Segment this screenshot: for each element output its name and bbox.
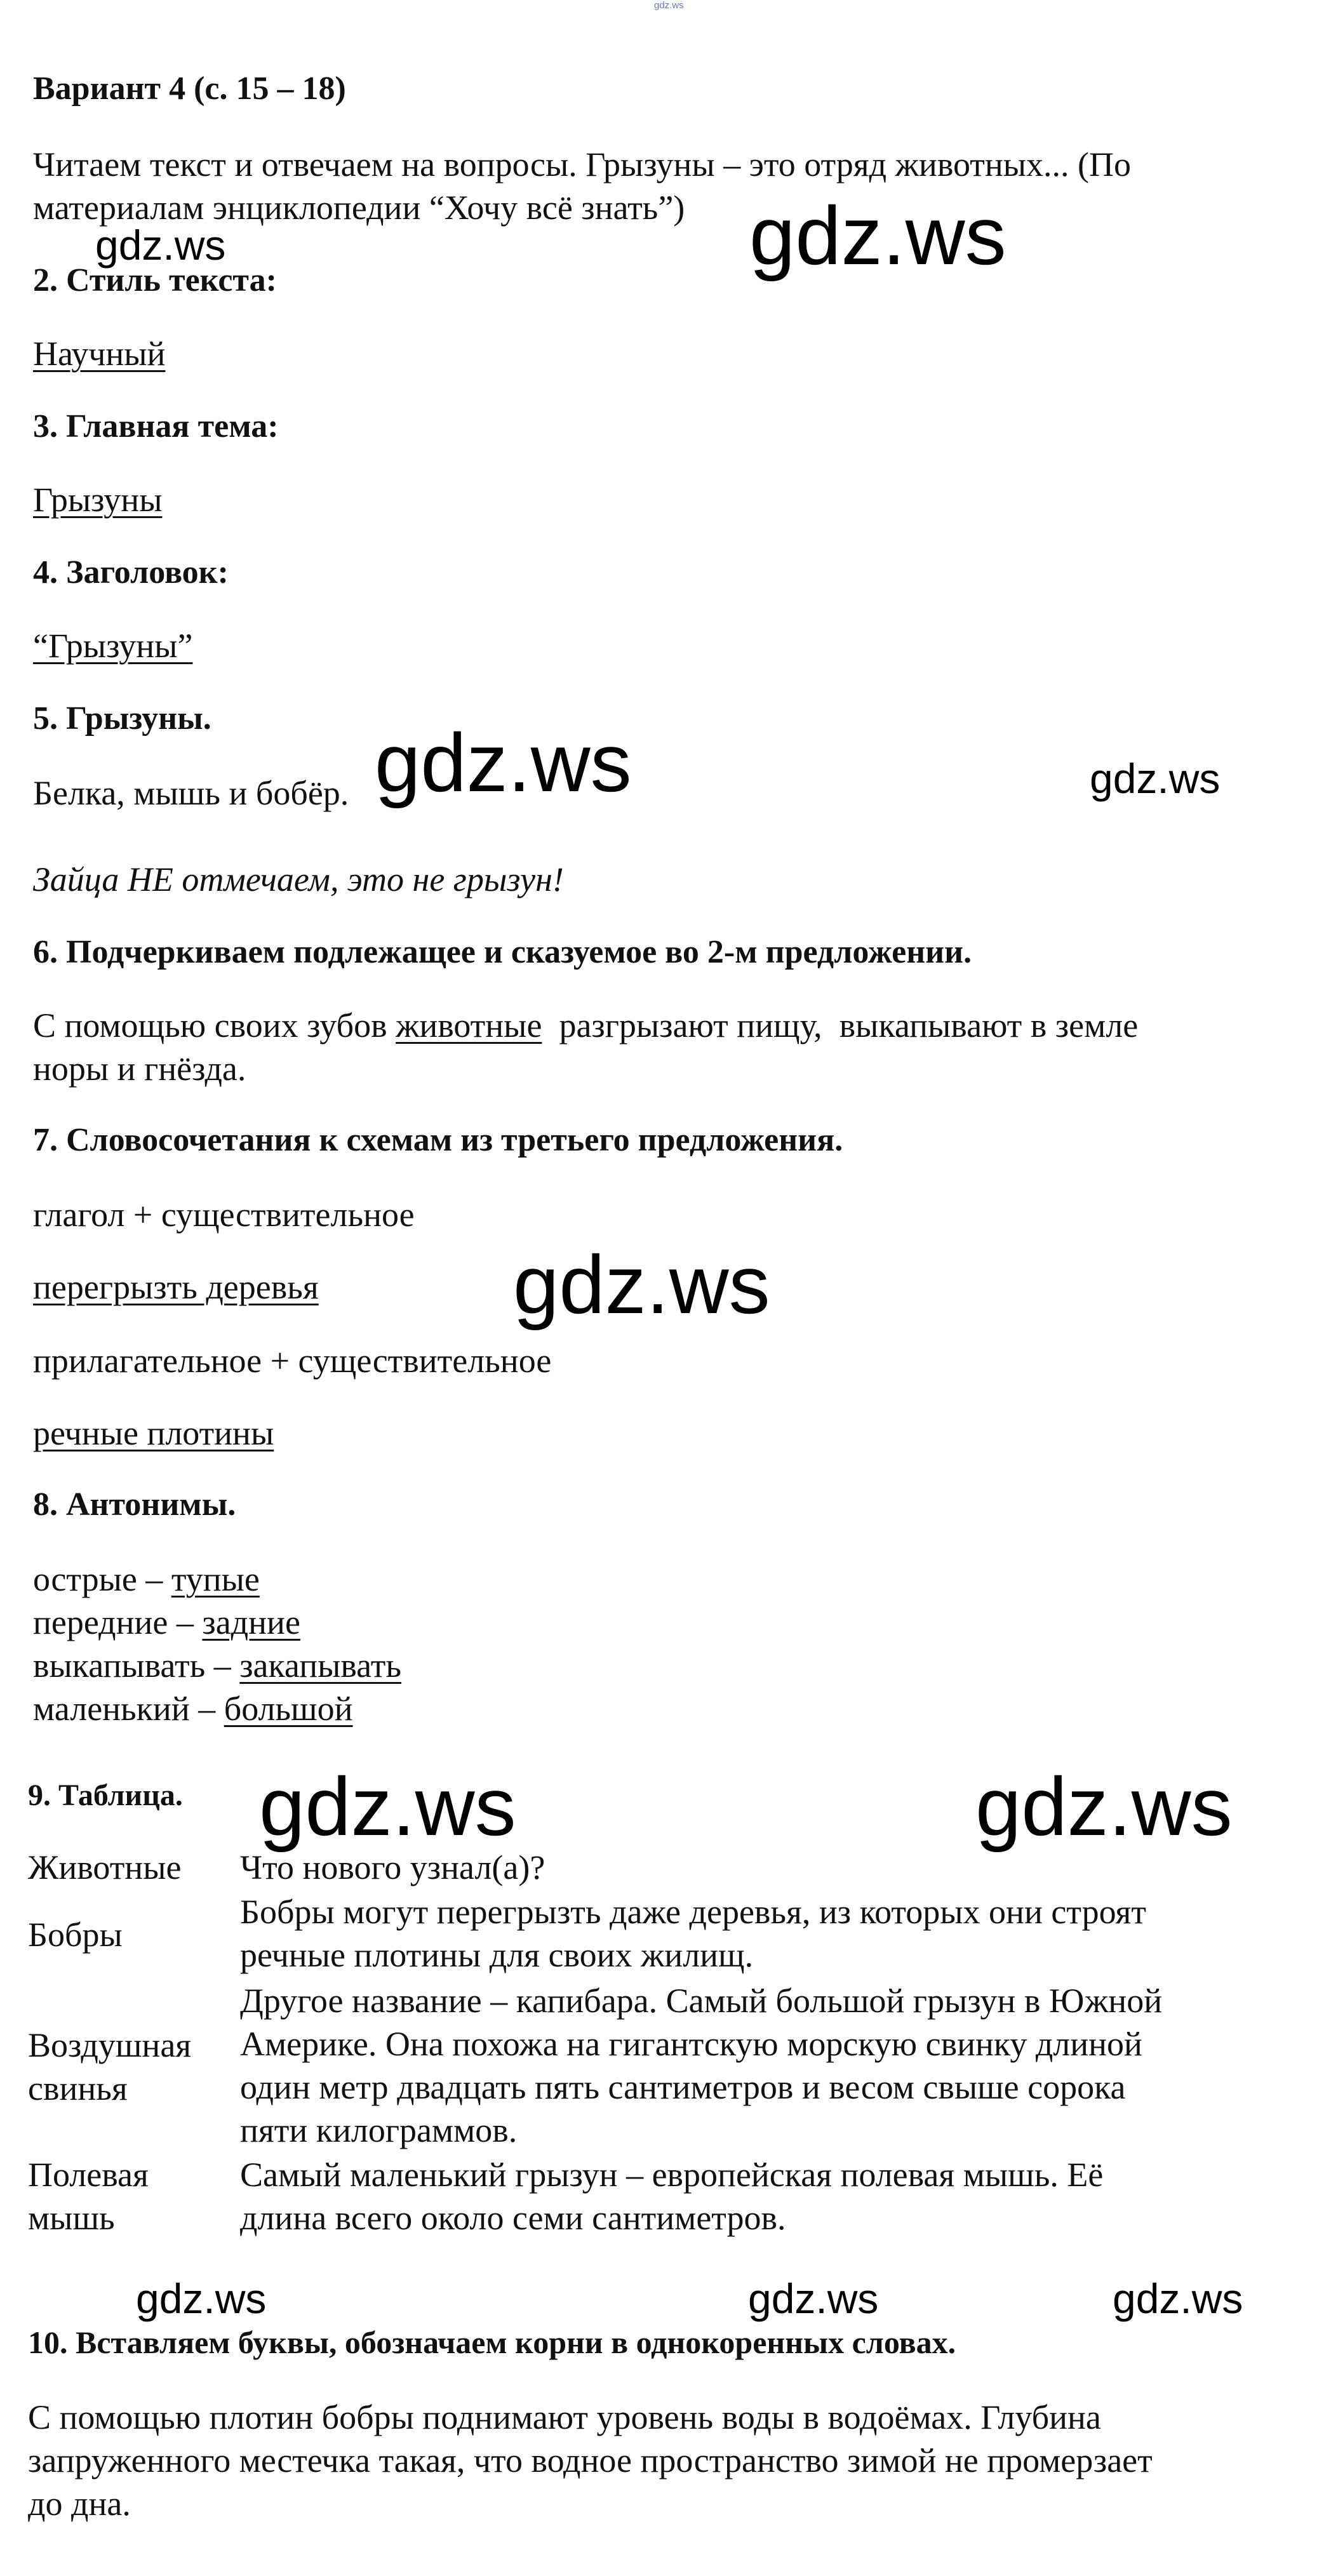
table-cell-text: речные плотины для своих жилищ. <box>240 1936 754 1974</box>
page-title: Вариант 4 (с. 15 – 18) <box>33 70 346 107</box>
q6-subject: животные <box>396 1006 542 1044</box>
q2-heading: 2. Стиль текста: <box>33 262 277 298</box>
watermark: gdz.ws <box>259 1760 516 1853</box>
q3-heading: 3. Главная тема: <box>33 408 279 444</box>
antonym-answer: тупые <box>171 1560 260 1598</box>
table-cell-text: Самый маленький грызун – европейская полевая мышь. Её <box>240 2156 1104 2194</box>
antonym-pair <box>33 1646 401 1685</box>
table-cell-text: Другое название – капибара. Самый большой грызун в Южной <box>240 1982 1163 2020</box>
watermark: gdz.ws <box>1090 755 1221 802</box>
q10-heading: 10. Вставляем буквы, обозначаем корни в однокоренных словах. <box>28 2325 956 2360</box>
q2-answer: Научный <box>33 335 166 373</box>
q10-line-3: до дна. <box>28 2485 131 2523</box>
table-cell-animal: Бобры <box>28 1916 123 1954</box>
table-cell-text: длина всего около семи сантиметров. <box>240 2199 786 2237</box>
antonym-answer: большой <box>224 1690 353 1728</box>
q10-line-1: С помощью плотин бобры поднимают уровень воды в водоёмах. Глубина <box>28 2398 1101 2436</box>
q4-answer: “Грызуны” <box>33 627 193 665</box>
q7-scheme-1: глагол + существительное <box>33 1196 415 1234</box>
watermark: gdz.ws <box>95 222 226 269</box>
antonym-word: выкапывать – <box>33 1646 240 1685</box>
intro-line-2: материалам энциклопедии “Хочу всё знать”) <box>33 189 685 227</box>
q5-note: Зайца НЕ отмечаем, это не грызун! <box>33 860 564 898</box>
antonym-word: маленький – <box>33 1690 224 1728</box>
q8-heading: 8. Антонимы. <box>33 1486 236 1523</box>
table-cell-text: пяти килограммов. <box>240 2111 518 2149</box>
q5-answer: Белка, мышь и бобёр. <box>33 774 349 812</box>
table-cell-text: Америке. Она похожа на гигантскую морскую свинку длиной <box>240 2025 1142 2063</box>
q4-heading: 4. Заголовок: <box>33 554 229 591</box>
top-watermark: gdz.ws <box>654 0 684 11</box>
table-cell-animal: Воздушная <box>28 2026 192 2064</box>
table-cell-text: Бобры могут перегрызть даже деревья, из которых они строят <box>240 1893 1146 1931</box>
q7-heading: 7. Словосочетания к схемам из третьего предложения. <box>33 1122 843 1158</box>
q7-scheme-2: прилагательное + существительное <box>33 1342 552 1380</box>
table-header-animals: Животные <box>28 1848 182 1886</box>
q5-heading: 5. Грызуны. <box>33 700 211 737</box>
q10-line-2: запруженного местечка такая, что водное пространство зимой не промерзает <box>28 2441 1153 2479</box>
q6-heading: 6. Подчеркиваем подлежащее и сказуемое во 2-м предложении. <box>33 934 972 970</box>
watermark: gdz.ws <box>1113 2275 1243 2322</box>
q6-text-after: разгрызают пищу, выкапывают в земле <box>542 1006 1139 1044</box>
q7-answer-2: речные плотины <box>33 1414 274 1452</box>
watermark: gdz.ws <box>375 716 632 809</box>
antonym-word: передние – <box>33 1603 203 1641</box>
q6-sentence-line-2: норы и гнёзда. <box>33 1050 246 1088</box>
q3-answer: Грызуны <box>33 481 163 519</box>
antonym-answer: закапывать <box>239 1646 401 1685</box>
antonym-pair <box>33 1559 260 1599</box>
antonym-answer: задние <box>202 1603 300 1641</box>
watermark: gdz.ws <box>513 1238 770 1331</box>
table-cell-animal: Полевая <box>28 2156 149 2194</box>
q7-answer-1: перегрызть деревья <box>33 1268 319 1306</box>
table-header-new: Что нового узнал(а)? <box>240 1848 545 1886</box>
q6-sentence-line-1 <box>33 1006 1138 1045</box>
antonym-pair <box>33 1689 353 1728</box>
table-cell-animal: свинья <box>28 2069 128 2107</box>
table-cell-text: один метр двадцать пять сантиметров и весом свыше сорока <box>240 2068 1126 2106</box>
table-cell-animal: мышь <box>28 2199 115 2237</box>
watermark: gdz.ws <box>136 2275 267 2322</box>
watermark: gdz.ws <box>975 1760 1233 1853</box>
antonym-word: острые – <box>33 1560 171 1598</box>
watermark: gdz.ws <box>748 2275 879 2322</box>
q9-heading: 9. Таблица. <box>28 1779 183 1812</box>
antonym-pair <box>33 1603 300 1642</box>
intro-line-1: Читаем текст и отвечаем на вопросы. Грызуны – это отряд животных... (По <box>33 145 1132 184</box>
q6-text-before: С помощью своих зубов <box>33 1006 396 1044</box>
watermark: gdz.ws <box>749 189 1007 282</box>
